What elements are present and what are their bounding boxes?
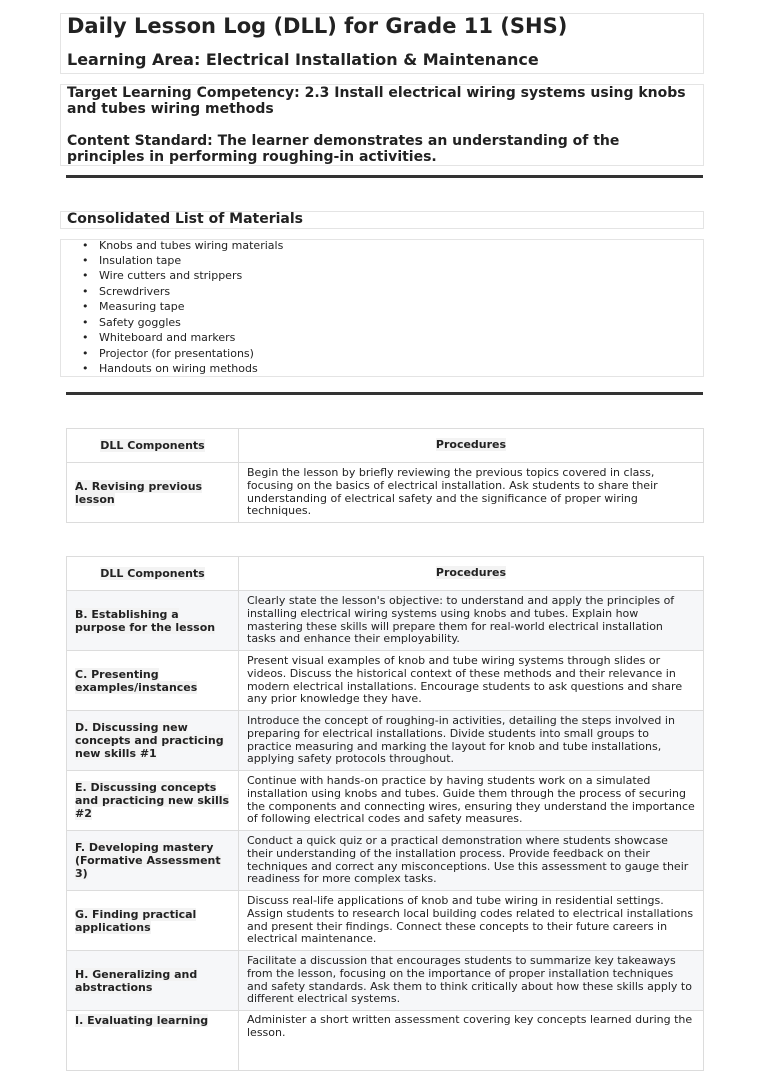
column-header-components: DLL Components <box>67 557 239 591</box>
procedure-cell: Clearly state the lesson's objective: to understand and apply the principles of installing electrical wiring systems using knobs and tubes. Explain how mastering these skills will prepare them for real-world electrical installation tasks and enhance their employability. <box>239 591 704 651</box>
procedure-cell: Conduct a quick quiz or a practical demonstration where students showcase their understanding of the installation process. Provide feedback on their techniques and correct any misconceptions. Use this assessment to gauge their readiness for more complex tasks. <box>239 831 704 891</box>
procedure-cell: Introduce the concept of roughing-in activities, detailing the steps involved in preparing for electrical installations. Divide students into small groups to practice measuring and marking the layout for knob and tube installations, applying safety protocols throughout. <box>239 711 704 771</box>
column-header-procedures: Procedures <box>239 557 704 591</box>
content-standard: Content Standard: The learner demonstrates an understanding of the principles in performing roughing-in activities. <box>67 133 620 165</box>
table-row <box>67 591 704 651</box>
page-title: Daily Lesson Log (DLL) for Grade 11 (SHS) <box>67 14 568 38</box>
competency-section <box>60 84 704 166</box>
procedure-cell: Discuss real-life applications of knob and tube wiring in residential settings. Assign students to research local building codes related to electrical installations and present their findings. Connect these concepts to their future careers in electrical maintenance. <box>239 891 704 951</box>
list-item: • Whiteboard and markers <box>99 331 235 344</box>
divider <box>66 175 703 178</box>
component-cell: G. Finding practical applications <box>67 891 239 951</box>
learning-area: Learning Area: Electrical Installation & Maintenance <box>67 50 539 69</box>
column-header-components: DLL Components <box>67 429 239 463</box>
table-row <box>67 651 704 711</box>
dll-table-1 <box>66 428 704 523</box>
target-competency: Target Learning Competency: 2.3 Install electrical wiring systems using knobs and tubes wiring methods <box>67 85 686 117</box>
procedure-cell: Present visual examples of knob and tube wiring systems through slides or videos. Discuss the historical context of these methods and their relevance in modern electrical installations. Encourage students to ask questions and share any prior knowledge they have. <box>239 651 704 711</box>
materials-heading-section <box>60 211 704 229</box>
component-cell: C. Presenting examples/instances <box>67 651 239 711</box>
divider <box>66 392 703 395</box>
list-item: • Insulation tape <box>99 254 181 267</box>
component-cell: D. Discussing new concepts and practicing new skills #1 <box>67 711 239 771</box>
list-item: • Projector (for presentations) <box>99 347 254 360</box>
list-item: • Measuring tape <box>99 300 185 313</box>
procedure-cell: Begin the lesson by briefly reviewing the previous topics covered in class, focusing on the basics of electrical installation. Ask students to share their understanding of electrical safety and the significance of proper wiring techniques. <box>239 463 704 523</box>
column-header-procedures: Procedures <box>239 429 704 463</box>
component-cell: B. Establishing a purpose for the lesson <box>67 591 239 651</box>
table-row <box>67 771 704 831</box>
component-cell: I. Evaluating learning <box>67 1011 239 1071</box>
list-item: • Wire cutters and strippers <box>99 269 242 282</box>
list-item: • Knobs and tubes wiring materials <box>99 239 283 252</box>
component-cell: A. Revising previous lesson <box>67 463 239 523</box>
component-cell: F. Developing mastery (Formative Assessment 3) <box>67 831 239 891</box>
table-row <box>67 463 704 523</box>
materials-heading: Consolidated List of Materials <box>67 211 304 227</box>
table-row <box>67 951 704 1011</box>
component-cell: E. Discussing concepts and practicing new skills #2 <box>67 771 239 831</box>
table-row <box>67 831 704 891</box>
procedure-cell: Continue with hands-on practice by having students work on a simulated installation using knobs and tubes. Guide them through the process of securing the components and connecting wires, ensuring they understand the importance of following electrical codes and safety measures. <box>239 771 704 831</box>
procedure-cell: Administer a short written assessment covering key concepts learned during the lesson. <box>239 1011 704 1071</box>
component-cell: H. Generalizing and abstractions <box>67 951 239 1011</box>
list-item: • Handouts on wiring methods <box>99 362 258 375</box>
list-item: • Screwdrivers <box>99 285 170 298</box>
dll-table-2 <box>66 556 704 1071</box>
materials-list <box>60 239 704 377</box>
list-item: • Safety goggles <box>99 316 181 329</box>
title-section <box>60 13 704 74</box>
table-row <box>67 1011 704 1071</box>
procedure-cell: Facilitate a discussion that encourages students to summarize key takeaways from the lesson, focusing on the importance of proper installation techniques and safety standards. Ask them to think critically about how these skills apply to different electrical systems. <box>239 951 704 1011</box>
table-row <box>67 711 704 771</box>
table-row <box>67 891 704 951</box>
